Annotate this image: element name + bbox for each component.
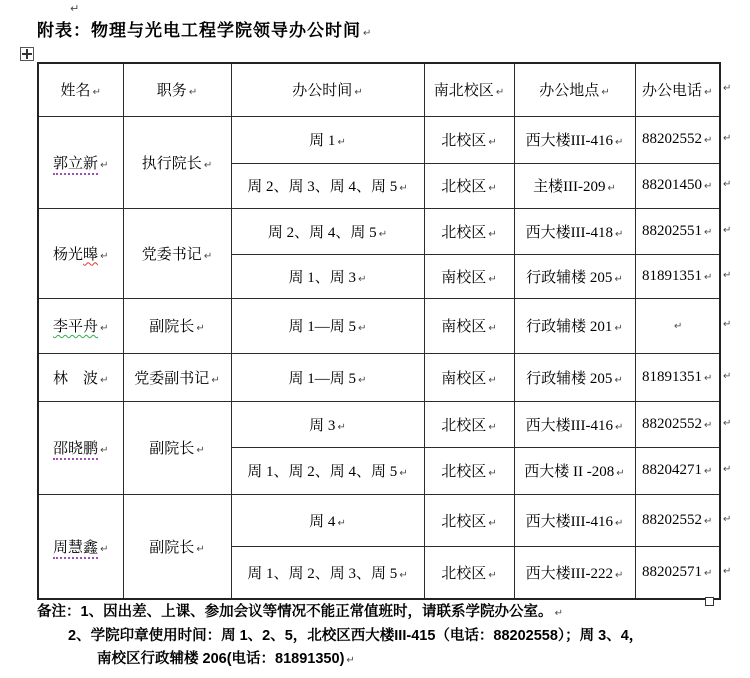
pilcrow-mark: ↵: [615, 137, 624, 148]
pilcrow-mark: ↵: [358, 323, 367, 334]
campus-cell[interactable]: [424, 546, 514, 599]
position-cell-text: 执行院长: [141, 155, 202, 172]
campus-cell[interactable]: [424, 447, 514, 494]
campus-cell-text: 南校区: [441, 370, 487, 387]
col-header-campus[interactable]: [424, 63, 514, 116]
office-time-cell-text: 周 2、周 4、周 5: [267, 224, 377, 241]
note-text: 1、因出差、上课、参加会议等情况不能正常值班时，请联系学院办公室。: [80, 604, 553, 620]
pilcrow-mark: ↵: [196, 543, 205, 555]
leader-name: 周慧鑫: [53, 540, 98, 559]
pilcrow-mark: ↵: [488, 323, 497, 334]
margin-row-mark: ↵: [723, 417, 732, 429]
pilcrow-mark: ↵: [358, 374, 367, 386]
campus-cell[interactable]: [424, 116, 514, 163]
location-cell-text: 西大楼III-222: [525, 565, 614, 582]
location-cell[interactable]: [514, 163, 635, 208]
name-cell[interactable]: [38, 353, 123, 401]
pilcrow-mark: ↵: [70, 3, 80, 15]
col-header-office-time[interactable]: [231, 63, 424, 116]
leader-name: 李平舟: [53, 319, 99, 335]
page-title[interactable]: [37, 16, 372, 41]
pilcrow-mark: ↵: [704, 466, 713, 477]
pilcrow-mark: ↵: [704, 271, 713, 283]
pilcrow-mark: ↵: [614, 323, 623, 334]
office-time-cell[interactable]: [231, 298, 424, 353]
location-cell-text: 西大楼III-416: [525, 513, 614, 530]
campus-cell-text: 南校区: [441, 269, 487, 286]
campus-cell-text: 北校区: [441, 179, 487, 195]
office-time-cell[interactable]: [231, 546, 424, 599]
office-time-cell-text: 周 1—周 5: [288, 370, 357, 387]
position-cell[interactable]: [123, 353, 231, 401]
margin-row-mark: ↵: [723, 513, 732, 525]
position-cell-text: 党委书记: [141, 246, 202, 263]
pilcrow-mark: ↵: [100, 159, 109, 171]
note-line-3[interactable]: [37, 648, 737, 672]
note-text: 南校区行政辅楼 206(电话：81891350): [97, 651, 345, 667]
office-time-cell-text: 周 1、周 2、周 4、周 5: [247, 464, 398, 480]
position-cell[interactable]: [123, 494, 231, 599]
pilcrow-mark: ↵: [100, 445, 109, 456]
location-cell-text: 行政辅楼 205: [526, 269, 613, 286]
col-header-label: 姓名: [60, 83, 91, 100]
phone-cell-text: 88202552: [642, 511, 703, 528]
col-header-name[interactable]: [38, 63, 123, 116]
margin-paragraph-marks: [723, 62, 737, 598]
pilcrow-mark: ↵: [488, 374, 497, 386]
office-time-cell[interactable]: [231, 401, 424, 447]
office-time-cell[interactable]: [231, 116, 424, 163]
name-cell[interactable]: [38, 298, 123, 353]
office-time-cell[interactable]: [231, 208, 424, 254]
phone-cell[interactable]: [635, 494, 720, 546]
margin-row-mark: ↵: [723, 370, 732, 382]
position-cell[interactable]: [123, 208, 231, 298]
table-row: [38, 298, 720, 353]
position-cell[interactable]: [123, 298, 231, 353]
phone-cell[interactable]: [635, 254, 720, 298]
col-header-position[interactable]: [123, 63, 231, 116]
phone-cell-text: 88204271: [642, 462, 703, 478]
pilcrow-mark: ↵: [614, 374, 623, 386]
campus-cell-text: 北校区: [441, 224, 487, 241]
leader-name-flagged-char: 暤: [83, 246, 99, 263]
campus-cell[interactable]: [424, 353, 514, 401]
pilcrow-mark: ↵: [615, 421, 624, 433]
position-cell[interactable]: [123, 401, 231, 494]
location-cell-text: 主楼III-209: [533, 179, 606, 195]
pilcrow-mark: ↵: [100, 250, 109, 262]
leader-name: 郭立新: [53, 156, 98, 175]
phone-cell-text: 88202552: [642, 131, 703, 147]
pilcrow-mark: ↵: [704, 181, 713, 192]
pilcrow-mark: ↵: [614, 273, 623, 285]
pilcrow-mark: ↵: [488, 421, 497, 433]
pilcrow-mark: ↵: [488, 183, 497, 194]
pilcrow-mark: ↵: [495, 87, 505, 99]
margin-row-mark: ↵: [723, 83, 732, 94]
margin-row-mark: ↵: [723, 319, 732, 330]
office-time-cell-text: 周 4: [309, 513, 336, 530]
note-line-1[interactable]: [37, 601, 737, 625]
office-time-cell-text: 周 1: [309, 133, 336, 149]
pilcrow-mark: ↵: [203, 159, 213, 171]
campus-cell-text: 北校区: [441, 464, 487, 480]
location-cell-text: 西大楼III-416: [525, 133, 614, 149]
page-title-text: 附表：物理与光电工程学院领导办公时间: [37, 21, 361, 40]
pilcrow-mark: ↵: [196, 323, 205, 334]
pilcrow-mark: ↵: [616, 468, 625, 479]
phone-cell-text: 81891351: [642, 368, 703, 385]
table-move-handle-icon[interactable]: [20, 47, 34, 61]
col-header-phone[interactable]: [635, 63, 720, 116]
location-cell[interactable]: [514, 401, 635, 447]
pilcrow-mark: ↵: [704, 226, 713, 238]
campus-cell[interactable]: [424, 163, 514, 208]
position-cell[interactable]: [123, 116, 231, 208]
pilcrow-mark: ↵: [488, 468, 497, 479]
pilcrow-mark: ↵: [601, 87, 610, 99]
location-cell[interactable]: [514, 116, 635, 163]
pilcrow-mark: ↵: [704, 87, 713, 99]
office-time-cell[interactable]: [231, 163, 424, 208]
position-cell-text: 副院长: [149, 319, 195, 335]
pilcrow-mark: ↵: [346, 655, 355, 666]
location-cell[interactable]: [514, 494, 635, 546]
phone-cell[interactable]: [635, 163, 720, 208]
position-cell-text: 副院长: [149, 441, 195, 457]
phone-cell-text: 88202552: [642, 415, 703, 432]
pilcrow-mark: ↵: [488, 273, 497, 285]
pilcrow-mark: ↵: [100, 543, 109, 555]
col-header-label: 办公地点: [539, 83, 600, 100]
phone-cell[interactable]: [635, 353, 720, 401]
name-cell[interactable]: [38, 494, 123, 599]
margin-row-mark: ↵: [723, 133, 732, 144]
campus-cell[interactable]: [424, 494, 514, 546]
name-cell[interactable]: [38, 208, 123, 298]
margin-row-mark: ↵: [723, 464, 732, 475]
phone-cell[interactable]: [635, 401, 720, 447]
phone-cell[interactable]: [635, 208, 720, 254]
margin-row-mark: ↵: [723, 566, 732, 577]
phone-cell-text: 81891351: [642, 267, 703, 284]
pilcrow-mark: ↵: [363, 28, 373, 39]
pilcrow-mark: ↵: [554, 608, 563, 619]
table-row: [38, 116, 720, 163]
pilcrow-mark: ↵: [378, 228, 388, 240]
pilcrow-mark: ↵: [615, 569, 624, 581]
col-header-label: 职务: [156, 83, 187, 100]
notes-block: [37, 601, 737, 672]
location-cell[interactable]: [514, 208, 635, 254]
note-text: 2、学院印章使用时间：周 1、2、5，北校区西大楼III-415（电话：88202558）；周 3、4，: [68, 628, 644, 644]
location-cell-text: 行政辅楼 201: [526, 319, 613, 335]
margin-row-mark: ↵: [723, 179, 732, 190]
table-row: [38, 208, 720, 254]
campus-cell-text: 北校区: [441, 417, 487, 434]
pilcrow-mark: ↵: [704, 372, 713, 384]
leader-name: 林 波: [53, 370, 99, 387]
margin-row-mark: ↵: [723, 269, 732, 281]
campus-cell[interactable]: [424, 208, 514, 254]
table-row: [38, 353, 720, 401]
pilcrow-mark: ↵: [188, 87, 198, 99]
location-cell-text: 西大楼III-418: [525, 224, 614, 241]
location-cell-text: 西大楼III-416: [525, 417, 614, 434]
pilcrow-mark: ↵: [100, 323, 109, 334]
campus-cell-text: 北校区: [441, 133, 487, 149]
office-time-cell-text: 周 1—周 5: [288, 319, 357, 335]
phone-cell-text: 88202571: [642, 563, 703, 580]
pilcrow-mark: ↵: [704, 135, 713, 146]
office-hours-table: [37, 62, 721, 600]
office-time-cell-text: 周 1、周 3: [288, 269, 357, 286]
pilcrow-mark: ↵: [92, 87, 101, 99]
leader-name: 杨光暤: [53, 246, 99, 263]
office-time-cell-text: 周 2、周 3、周 4、周 5: [247, 179, 398, 195]
location-cell[interactable]: [514, 254, 635, 298]
position-cell-text: 党委副书记: [134, 370, 210, 387]
office-time-cell[interactable]: [231, 494, 424, 546]
table-row: [38, 401, 720, 447]
pilcrow-mark: ↵: [211, 374, 220, 386]
office-time-cell[interactable]: [231, 447, 424, 494]
phone-cell-text: 88201450: [642, 177, 703, 193]
phone-cell[interactable]: [635, 546, 720, 599]
location-cell[interactable]: [514, 298, 635, 353]
pilcrow-mark: ↵: [607, 183, 616, 194]
notes-label: 备注：: [37, 604, 81, 620]
phone-cell[interactable]: [635, 116, 720, 163]
office-time-cell-text: 周 1、周 2、周 3、周 5: [247, 565, 398, 582]
office-time-cell[interactable]: [231, 254, 424, 298]
name-cell[interactable]: [38, 401, 123, 494]
campus-cell[interactable]: [424, 298, 514, 353]
location-cell[interactable]: [514, 353, 635, 401]
col-header-label: 办公电话: [642, 83, 703, 100]
col-header-label: 南北校区: [433, 83, 494, 100]
campus-cell-text: 南校区: [441, 319, 487, 335]
pilcrow-mark: ↵: [488, 569, 497, 581]
location-cell[interactable]: [514, 546, 635, 599]
pilcrow-mark: ↵: [488, 517, 497, 529]
pilcrow-mark: ↵: [615, 228, 624, 240]
campus-cell[interactable]: [424, 401, 514, 447]
pilcrow-mark: ↵: [196, 445, 205, 456]
pilcrow-mark: ↵: [203, 250, 213, 262]
pilcrow-mark: ↵: [704, 515, 713, 527]
pilcrow-mark: ↵: [615, 517, 624, 529]
pilcrow-mark: ↵: [704, 419, 713, 431]
pilcrow-mark: ↵: [674, 321, 683, 332]
pilcrow-mark: ↵: [337, 137, 346, 148]
phone-cell[interactable]: [635, 298, 720, 353]
campus-cell[interactable]: [424, 254, 514, 298]
pilcrow-mark: ↵: [358, 273, 367, 285]
margin-row-mark: ↵: [723, 224, 732, 236]
header-row: [38, 63, 720, 116]
name-cell[interactable]: [38, 116, 123, 208]
col-header-location[interactable]: [514, 63, 635, 116]
table-row: [38, 494, 720, 546]
office-time-cell-text: 周 3: [309, 417, 336, 434]
leader-name: 邵晓鹏: [53, 441, 98, 460]
phone-cell[interactable]: [635, 447, 720, 494]
location-cell-text: 西大楼 II -208: [524, 464, 615, 480]
campus-cell-text: 北校区: [441, 565, 487, 582]
location-cell[interactable]: [514, 447, 635, 494]
pilcrow-mark: ↵: [399, 183, 408, 194]
phone-cell-text: 88202551: [642, 222, 703, 239]
col-header-label: 办公时间: [292, 83, 353, 100]
pilcrow-mark: ↵: [337, 421, 346, 433]
position-cell-text: 副院长: [149, 539, 195, 556]
pilcrow-mark: ↵: [704, 567, 713, 579]
pilcrow-mark: ↵: [488, 228, 497, 240]
pilcrow-mark: ↵: [488, 137, 497, 148]
location-cell-text: 行政辅楼 205: [526, 370, 613, 387]
pilcrow-mark: ↵: [399, 569, 408, 581]
pilcrow-mark: ↵: [100, 374, 109, 386]
office-time-cell[interactable]: [231, 353, 424, 401]
pilcrow-mark: ↵: [399, 468, 408, 479]
pilcrow-mark: ↵: [337, 517, 346, 529]
note-line-2[interactable]: [37, 625, 737, 648]
campus-cell-text: 北校区: [441, 513, 487, 530]
pilcrow-mark: ↵: [354, 87, 363, 99]
